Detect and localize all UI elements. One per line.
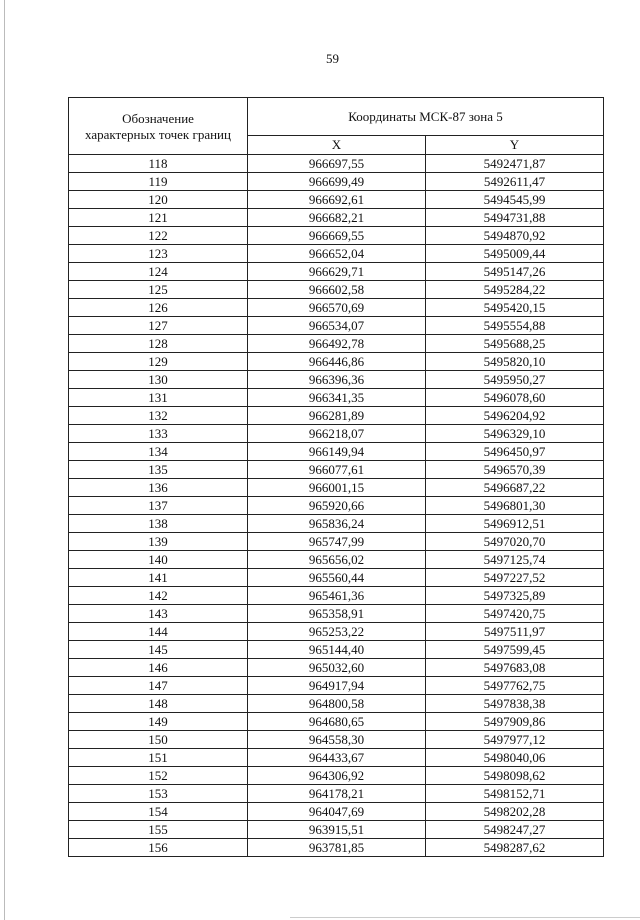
point-cell: 124 — [69, 263, 248, 281]
point-cell: 144 — [69, 623, 248, 641]
point-cell: 153 — [69, 785, 248, 803]
coordinates-table — [68, 97, 604, 857]
table-row — [69, 839, 604, 857]
y-coordinate-cell: 5496912,51 — [426, 515, 604, 533]
y-coordinate-cell: 5497977,12 — [426, 731, 604, 749]
point-cell: 120 — [69, 191, 248, 209]
y-coordinate-cell: 5497420,75 — [426, 605, 604, 623]
point-cell: 140 — [69, 551, 248, 569]
point-cell: 148 — [69, 695, 248, 713]
table-row — [69, 155, 604, 173]
table-row — [69, 425, 604, 443]
point-cell: 146 — [69, 659, 248, 677]
table-row — [69, 389, 604, 407]
y-coordinate-cell: 5497325,89 — [426, 587, 604, 605]
point-cell: 145 — [69, 641, 248, 659]
x-coordinate-cell: 966149,94 — [248, 443, 426, 461]
y-coordinate-cell: 5497599,45 — [426, 641, 604, 659]
table-row — [69, 443, 604, 461]
scan-left-edge — [4, 0, 5, 920]
point-header-line1: Обозначение — [122, 111, 194, 126]
y-column-header: Y — [426, 136, 604, 155]
x-coordinate-cell: 966218,07 — [248, 425, 426, 443]
point-cell: 129 — [69, 353, 248, 371]
table-row — [69, 353, 604, 371]
point-cell: 119 — [69, 173, 248, 191]
y-coordinate-cell: 5495820,10 — [426, 353, 604, 371]
x-coordinate-cell: 964680,65 — [248, 713, 426, 731]
table-row — [69, 659, 604, 677]
y-coordinate-cell: 5496329,10 — [426, 425, 604, 443]
y-coordinate-cell: 5495147,26 — [426, 263, 604, 281]
point-cell: 147 — [69, 677, 248, 695]
y-coordinate-cell: 5496450,97 — [426, 443, 604, 461]
x-coordinate-cell: 966629,71 — [248, 263, 426, 281]
point-cell: 130 — [69, 371, 248, 389]
y-coordinate-cell: 5495420,15 — [426, 299, 604, 317]
x-coordinate-cell: 965253,22 — [248, 623, 426, 641]
y-coordinate-cell: 5497511,97 — [426, 623, 604, 641]
x-coordinate-cell: 966077,61 — [248, 461, 426, 479]
point-cell: 141 — [69, 569, 248, 587]
x-coordinate-cell: 966534,07 — [248, 317, 426, 335]
table-row — [69, 335, 604, 353]
coordinate-system-header: Координаты МСК-87 зона 5 — [248, 98, 604, 136]
point-cell: 151 — [69, 749, 248, 767]
x-coordinate-cell: 966341,35 — [248, 389, 426, 407]
x-coordinate-cell: 964306,92 — [248, 767, 426, 785]
y-coordinate-cell: 5498152,71 — [426, 785, 604, 803]
x-coordinate-cell: 966492,78 — [248, 335, 426, 353]
table-row — [69, 281, 604, 299]
x-coordinate-cell: 965836,24 — [248, 515, 426, 533]
table-row — [69, 641, 604, 659]
y-coordinate-cell: 5496801,30 — [426, 497, 604, 515]
point-cell: 123 — [69, 245, 248, 263]
table-row — [69, 317, 604, 335]
y-coordinate-cell: 5496078,60 — [426, 389, 604, 407]
y-coordinate-cell: 5497762,75 — [426, 677, 604, 695]
x-coordinate-cell: 965747,99 — [248, 533, 426, 551]
table-row — [69, 551, 604, 569]
table-row — [69, 713, 604, 731]
x-coordinate-cell: 965144,40 — [248, 641, 426, 659]
table-row — [69, 299, 604, 317]
x-coordinate-cell: 966602,58 — [248, 281, 426, 299]
y-coordinate-cell: 5494731,88 — [426, 209, 604, 227]
table-row — [69, 749, 604, 767]
point-cell: 155 — [69, 821, 248, 839]
x-coordinate-cell: 966652,04 — [248, 245, 426, 263]
point-cell: 121 — [69, 209, 248, 227]
table-row — [69, 803, 604, 821]
point-cell: 136 — [69, 479, 248, 497]
x-coordinate-cell: 964917,94 — [248, 677, 426, 695]
y-coordinate-cell: 5495688,25 — [426, 335, 604, 353]
x-coordinate-cell: 966396,36 — [248, 371, 426, 389]
y-coordinate-cell: 5495009,44 — [426, 245, 604, 263]
table-row — [69, 785, 604, 803]
x-coordinate-cell: 964433,67 — [248, 749, 426, 767]
point-designation-header — [69, 98, 248, 155]
table-row — [69, 623, 604, 641]
table-row — [69, 173, 604, 191]
point-cell: 118 — [69, 155, 248, 173]
y-coordinate-cell: 5498247,27 — [426, 821, 604, 839]
y-coordinate-cell: 5492611,47 — [426, 173, 604, 191]
x-coordinate-cell: 965560,44 — [248, 569, 426, 587]
table-row — [69, 371, 604, 389]
y-coordinate-cell: 5496570,39 — [426, 461, 604, 479]
point-cell: 149 — [69, 713, 248, 731]
x-coordinate-cell: 966001,15 — [248, 479, 426, 497]
x-coordinate-cell: 965461,36 — [248, 587, 426, 605]
point-cell: 135 — [69, 461, 248, 479]
y-coordinate-cell: 5495284,22 — [426, 281, 604, 299]
table-row — [69, 497, 604, 515]
table-row — [69, 209, 604, 227]
x-coordinate-cell: 966699,49 — [248, 173, 426, 191]
point-cell: 143 — [69, 605, 248, 623]
y-coordinate-cell: 5495950,27 — [426, 371, 604, 389]
page-number: 59 — [326, 51, 339, 66]
x-coordinate-cell: 964178,21 — [248, 785, 426, 803]
point-cell: 134 — [69, 443, 248, 461]
point-cell: 150 — [69, 731, 248, 749]
point-cell: 138 — [69, 515, 248, 533]
x-coordinate-cell: 965358,91 — [248, 605, 426, 623]
table-row — [69, 227, 604, 245]
table-row — [69, 695, 604, 713]
point-cell: 126 — [69, 299, 248, 317]
y-coordinate-cell: 5494545,99 — [426, 191, 604, 209]
table-row — [69, 245, 604, 263]
table-row — [69, 731, 604, 749]
x-coordinate-cell: 966669,55 — [248, 227, 426, 245]
x-coordinate-cell: 966692,61 — [248, 191, 426, 209]
x-coordinate-cell: 965920,66 — [248, 497, 426, 515]
point-cell: 125 — [69, 281, 248, 299]
point-cell: 137 — [69, 497, 248, 515]
point-cell: 133 — [69, 425, 248, 443]
x-coordinate-cell: 966570,69 — [248, 299, 426, 317]
scan-bottom-edge — [290, 917, 640, 918]
y-coordinate-cell: 5498040,06 — [426, 749, 604, 767]
y-coordinate-cell: 5497125,74 — [426, 551, 604, 569]
x-coordinate-cell: 965656,02 — [248, 551, 426, 569]
y-coordinate-cell: 5496204,92 — [426, 407, 604, 425]
y-coordinate-cell: 5496687,22 — [426, 479, 604, 497]
y-coordinate-cell: 5497683,08 — [426, 659, 604, 677]
y-coordinate-cell: 5497838,38 — [426, 695, 604, 713]
table-row — [69, 461, 604, 479]
y-coordinate-cell: 5497020,70 — [426, 533, 604, 551]
table-row — [69, 263, 604, 281]
point-cell: 122 — [69, 227, 248, 245]
table-row — [69, 821, 604, 839]
y-coordinate-cell: 5494870,92 — [426, 227, 604, 245]
x-coordinate-cell: 963781,85 — [248, 839, 426, 857]
table-row — [69, 533, 604, 551]
point-cell: 152 — [69, 767, 248, 785]
point-cell: 127 — [69, 317, 248, 335]
point-header-line2: характерных точек границ — [85, 127, 231, 142]
table-row — [69, 677, 604, 695]
y-coordinate-cell: 5497909,86 — [426, 713, 604, 731]
table-row — [69, 605, 604, 623]
point-cell: 156 — [69, 839, 248, 857]
y-coordinate-cell: 5498098,62 — [426, 767, 604, 785]
point-cell: 132 — [69, 407, 248, 425]
point-cell: 131 — [69, 389, 248, 407]
x-coordinate-cell: 966697,55 — [248, 155, 426, 173]
y-coordinate-cell: 5492471,87 — [426, 155, 604, 173]
table-row — [69, 407, 604, 425]
y-coordinate-cell: 5495554,88 — [426, 317, 604, 335]
y-coordinate-cell: 5497227,52 — [426, 569, 604, 587]
y-coordinate-cell: 5498202,28 — [426, 803, 604, 821]
table-row — [69, 191, 604, 209]
x-column-header: X — [248, 136, 426, 155]
y-coordinate-cell: 5498287,62 — [426, 839, 604, 857]
point-cell: 139 — [69, 533, 248, 551]
x-coordinate-cell: 964047,69 — [248, 803, 426, 821]
table-row — [69, 767, 604, 785]
x-coordinate-cell: 964800,58 — [248, 695, 426, 713]
point-cell: 154 — [69, 803, 248, 821]
x-coordinate-cell: 966446,86 — [248, 353, 426, 371]
x-coordinate-cell: 966682,21 — [248, 209, 426, 227]
table-row — [69, 479, 604, 497]
x-coordinate-cell: 963915,51 — [248, 821, 426, 839]
x-coordinate-cell: 965032,60 — [248, 659, 426, 677]
point-cell: 142 — [69, 587, 248, 605]
table-row — [69, 569, 604, 587]
table-row — [69, 587, 604, 605]
table-row — [69, 515, 604, 533]
x-coordinate-cell: 964558,30 — [248, 731, 426, 749]
x-coordinate-cell: 966281,89 — [248, 407, 426, 425]
table-body — [69, 155, 604, 857]
point-cell: 128 — [69, 335, 248, 353]
